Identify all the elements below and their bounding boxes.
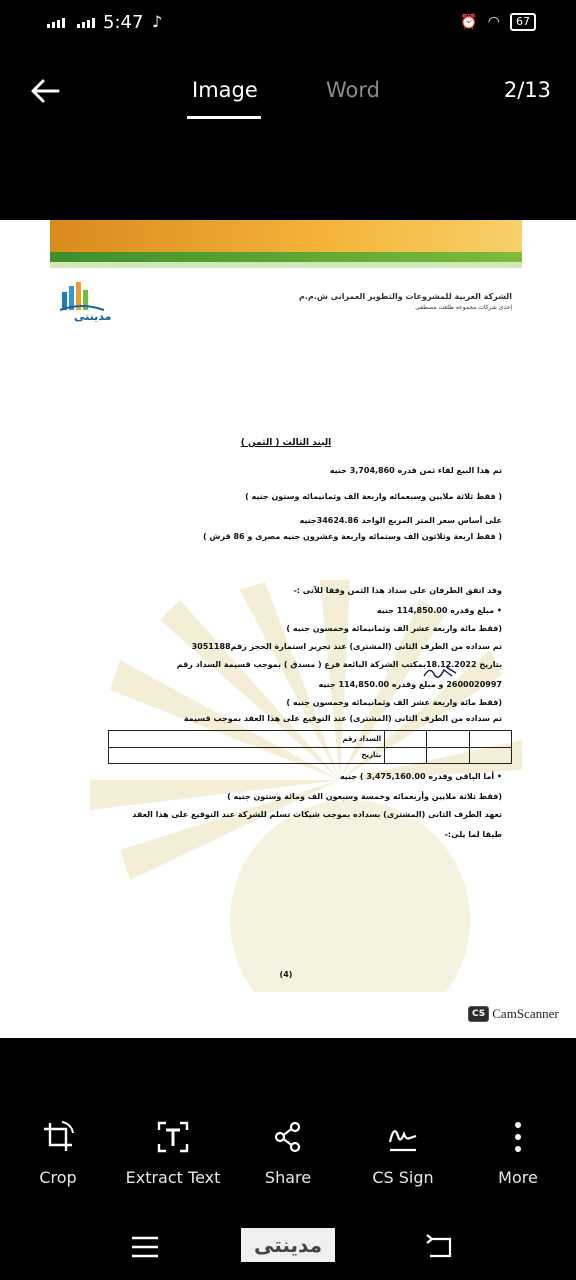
doc-line: تم هذا البيع لقاء ثمن قدره 3,704,860 جنيه: [329, 466, 502, 475]
extract-text-button[interactable]: [118, 1120, 228, 1187]
doc-line: طبقا لما يلى:-: [444, 830, 502, 839]
share-icon: [271, 1120, 305, 1154]
doc-line: تم سداده من الطرف الثانى (المشترى) عند تحرير استمارة الحجز رقم3051188: [191, 642, 502, 651]
company-header: [299, 292, 512, 311]
table-cell: [427, 747, 469, 764]
table-cell: [385, 731, 427, 748]
share-button[interactable]: [233, 1120, 343, 1187]
doc-line: • أما الباقى وقدره 3,475,160.00 ) جنيه: [339, 772, 502, 781]
status-time: 5:47: [103, 12, 144, 33]
crop-icon: [41, 1120, 75, 1154]
doc-line: ( فقط ثلاثة ملايين وسبعمائه واربعة الف وثمانيمائه وستون جنيه ): [245, 492, 502, 501]
cs-sign-button[interactable]: [348, 1120, 458, 1187]
crop-label: Crop: [39, 1168, 77, 1187]
nav-back-icon[interactable]: [424, 1234, 454, 1260]
doc-line: (فقط مائة واربعة عشر الف وثمانيمائه وخمسون جنيه ): [286, 698, 502, 707]
company-subtitle: إحدى شركات مجموعة طلعت مصطفى: [415, 304, 512, 311]
extract-text-icon: [156, 1120, 190, 1154]
signal-icon-2: [77, 18, 95, 28]
wifi-icon: ◠: [487, 14, 500, 30]
system-nav-bar: [0, 1222, 576, 1272]
signature-icon: [386, 1120, 420, 1154]
company-logo: [56, 282, 116, 322]
back-arrow-icon[interactable]: [28, 74, 62, 108]
cs-sign-label: CS Sign: [372, 1168, 434, 1187]
page-number: (4): [279, 970, 293, 979]
table-cell: [469, 747, 511, 764]
bottom-toolbar: [0, 1120, 576, 1210]
document-page: [50, 220, 522, 992]
section-heading: البند الثالث ( الثمن ): [240, 438, 332, 448]
table-cell: [385, 747, 427, 764]
doc-line: • مبلغ وقدره 114,850.00 جنيه: [376, 606, 502, 615]
company-name: الشركة العربية للمشروعات والتطوير العمرانى ش.م.م: [299, 292, 512, 301]
camscanner-watermark: [468, 1006, 559, 1022]
table-cell: [469, 731, 511, 748]
camscanner-name: CamScanner: [492, 1006, 559, 1021]
battery-icon: 67: [510, 13, 536, 31]
home-button[interactable]: [241, 1228, 335, 1262]
status-bar: [0, 0, 576, 46]
receipt-date-label: بتاريخ: [109, 747, 385, 764]
crop-button[interactable]: [3, 1120, 113, 1187]
recents-icon[interactable]: [131, 1236, 159, 1258]
signature-mark: [422, 664, 458, 680]
doc-line: وقد اتفق الطرفان على سداد هذا الثمن وفقا للآتى :-: [293, 586, 502, 595]
more-button[interactable]: [463, 1120, 573, 1187]
header-band-orange: [50, 220, 522, 252]
doc-line: (فقط مائة واربعة عشر الف وثمانيمائه وخمسون جنيه ): [286, 624, 502, 633]
page-indicator: 2/13: [503, 78, 551, 102]
doc-line: 2600020997 و مبلغ وقدره 114,850.00 جنيه: [318, 680, 502, 689]
share-label: Share: [264, 1168, 312, 1187]
table-cell: [427, 731, 469, 748]
more-vertical-icon: [501, 1120, 535, 1154]
doc-line: تم سداده من الطرف الثانى (المشترى) عند التوقيع على هذا العقد بموجب قسيمة: [183, 714, 502, 723]
header-band-light: [50, 262, 522, 268]
receipt-table: [108, 730, 512, 764]
doc-line: بتاريخ 18.12.2022بمكتب الشركة البائعة فرع ( مسدق ) بموجب قسيمة السداد رقم: [176, 660, 502, 669]
doc-line: ( فقط اربعة وثلاثون الف وستمائه واربعة وعشرون جنيه مصرى و 86 قرش ): [202, 532, 502, 541]
doc-line: على أساس سعر المتر المربع الواحد 34624.86جنيه: [299, 516, 502, 525]
camscanner-logo-icon: CS: [468, 1006, 489, 1022]
more-label: More: [498, 1168, 538, 1187]
signal-icon: [47, 18, 65, 28]
brand-name: مدينتى: [74, 310, 112, 323]
tab-image[interactable]: Image: [192, 78, 258, 102]
document-viewer[interactable]: [0, 220, 576, 1038]
doc-line: تعهد الطرف الثانى (المشترى) بسداده بموجب شيكات تسلم للشركة عند التوقيع على هذا العقد: [132, 810, 502, 819]
tiktok-icon: ♪: [152, 12, 163, 31]
extract-text-label: Extract Text: [125, 1168, 221, 1187]
active-tab-indicator: [187, 116, 261, 119]
home-watermark-text: مدينتى: [253, 1233, 322, 1257]
receipt-number-label: السداد رقم: [109, 731, 385, 748]
tab-word[interactable]: Word: [326, 78, 380, 102]
header-band-green: [50, 252, 522, 262]
doc-line: (فقط ثلاثة ملايين وأربعمائه وخمسة وسبعون الف ومائة وستون جنيه ): [227, 792, 502, 801]
top-app-bar: [0, 60, 576, 120]
alarm-icon: ⏰: [460, 14, 478, 30]
